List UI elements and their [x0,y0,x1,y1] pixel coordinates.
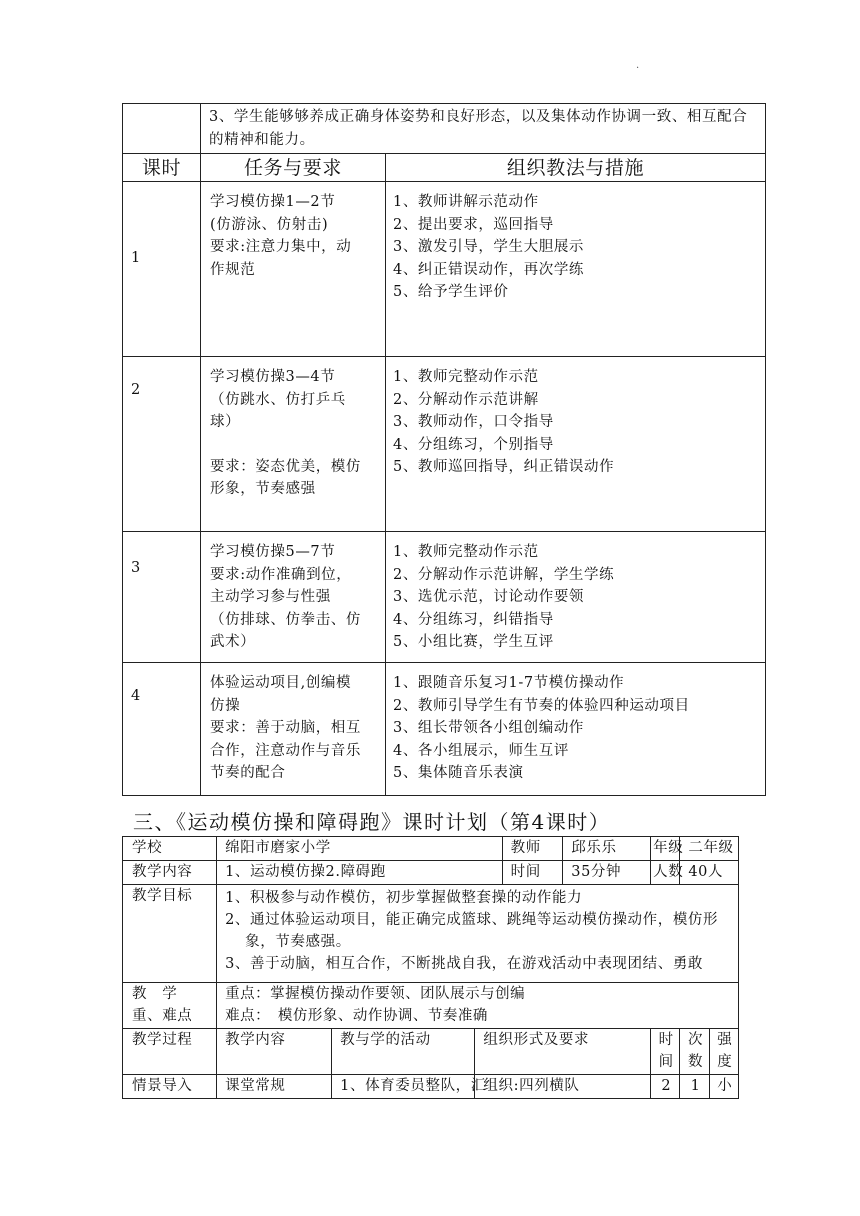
header-method: 组织教法与措施 [386,154,766,182]
count-header [680,1029,709,1075]
people-label: 人数 [651,861,680,885]
time-header [651,1029,680,1075]
school-label: 学校 [123,837,217,861]
time-value: 35分钟 [563,861,651,885]
process-content: 课堂常规 [217,1075,332,1099]
method-step: 2、分解动作示范讲解 [393,391,539,408]
table-row [123,532,766,663]
org-header: 组织形式及要求 [475,1029,651,1075]
page-mark: . [636,60,640,71]
header-period: 课时 [123,154,201,182]
process-activity: 1、体育委员整队，汇 [332,1075,475,1099]
key-row [123,983,739,1029]
task-line: 仿操 [210,697,241,714]
goal-item: 3、善于动脑，相互合作，不断挑战自我，在游戏活动中表现团结、勇敢 [225,956,704,972]
lesson-plan-table [122,836,739,1099]
process-intensity: 小 [709,1075,738,1099]
period-number: 3 [123,532,201,663]
content-header: 教学内容 [217,1029,332,1075]
intensity-header-line: 度 [717,1054,733,1070]
key-cell [217,983,739,1029]
task-line: 学习模仿操3—4节 [210,369,336,385]
count-header-line: 次 [687,1032,704,1048]
goals-cell [217,885,739,983]
method-step: 5、小组比赛，学生互评 [393,634,554,650]
task-line: 学习模仿操5—7节 [210,544,336,560]
table-row [123,182,766,357]
method-cell [386,357,766,532]
method-step: 3、激发引导，学生大胆展示 [393,239,585,255]
method-step: 3、选优示范，讨论动作要领 [393,589,585,605]
task-line: (仿游泳、仿射击) [210,216,329,233]
method-step: 2、提出要求，巡回指导 [393,216,554,233]
method-step: 2、教师引导学生有节奏的体验四种运动项目 [393,697,690,714]
time-header-line: 间 [658,1054,674,1070]
method-step: 3、教师动作，口令指导 [393,414,554,430]
task-line: 合作，注意动作与音乐 [210,742,361,759]
method-step: 1、教师讲解示范动作 [393,194,539,210]
method-step: 3、组长带领各小组创编动作 [393,720,585,736]
task-line: 要求:动作准确到位， [210,566,352,583]
task-line: 节奏的配合 [210,765,286,781]
intensity-header [709,1029,738,1075]
key-label-line: 教 学 [132,986,178,1002]
process-row [123,1075,739,1099]
grade-label: 年级 [651,837,680,861]
period-number: 2 [123,357,201,532]
method-step: 2、分解动作示范讲解，学生学练 [393,566,615,583]
process-org: 组织:四列横队 [475,1075,651,1099]
blank-cell [123,104,201,154]
method-cell [386,532,766,663]
method-step: 5、给予学生评价 [393,284,509,300]
goal-item: 1、积极参与动作模仿，初步掌握做整套操的动作能力 [225,890,583,906]
method-cell [386,663,766,796]
key-label-line: 重、难点 [132,1008,193,1024]
task-line: 球） [210,414,241,430]
task-line: 作规范 [210,261,256,278]
task-line: 主动学习参与性强 [210,589,331,605]
task-cell [201,532,386,663]
goals-row [123,885,739,983]
method-step: 4、纠正错误动作，再次学练 [393,261,585,278]
content-row [123,861,739,885]
people-value: 40人 [680,861,739,885]
header-task: 任务与要求 [201,154,386,182]
task-line: 武术） [210,634,256,650]
period-number: 1 [123,182,201,357]
content-label: 教学内容 [123,861,217,885]
task-line: 学习模仿操1—2节 [210,194,336,210]
school-value: 绵阳市磨家小学 [217,837,503,861]
table-row [123,663,766,796]
period-number: 4 [123,663,201,796]
section-title: 三、《运动模仿操和障碍跑》课时计划（第4课时） [133,810,611,834]
method-step: 5、集体随音乐表演 [393,765,524,781]
teacher-label: 教师 [502,837,563,861]
task-line: 要求：善于动脑，相互 [210,720,361,736]
task-line: （仿跳水、仿打乒乓 [210,391,346,408]
method-step: 1、跟随音乐复习1-7节模仿操动作 [393,675,625,691]
goals-label: 教学目标 [123,885,217,983]
task-line: 要求:注意力集中，动 [210,239,352,255]
activity-header: 教与学的活动 [332,1029,475,1075]
goal-item: 2、通过体验运动项目，能正确完成篮球、跳绳等运动模仿操动作，模仿形象，节奏感强。 [225,912,719,950]
intensity-header-line: 强 [717,1032,733,1048]
difficult-point: 难点： 模仿形象、动作协调、节奏准确 [225,1008,488,1024]
time-label: 时间 [502,861,563,885]
method-step: 1、教师完整动作示范 [393,544,539,560]
teacher-value: 邱乐乐 [563,837,651,861]
count-header-line: 数 [687,1054,704,1070]
info-row [123,837,739,861]
process-cell: 情景导入 [123,1075,217,1099]
task-line: 要求：姿态优美，模仿 [210,458,361,475]
process-header: 教学过程 [123,1029,217,1075]
task-line: 体验运动项目,创编模 [210,675,352,691]
method-cell [386,182,766,357]
method-step: 5、教师巡回指导，纠正错误动作 [393,459,615,475]
method-step: 4、各小组展示，师生互评 [393,742,569,759]
key-label [123,983,217,1029]
content-value: 1、运动模仿操2.障碍跑 [217,861,503,885]
method-step: 4、分组练习，个别指导 [393,436,554,453]
method-step: 1、教师完整动作示范 [393,369,539,385]
header-row [123,154,766,182]
process-count: 1 [680,1075,709,1099]
grade-value: 二年级 [680,837,739,861]
lesson-schedule-table [122,103,766,796]
task-gap [210,434,379,456]
time-header-line: 时 [658,1032,674,1048]
task-line: 形象，节奏感强 [210,481,316,497]
task-cell [201,182,386,357]
process-header-row [123,1029,739,1075]
task-cell [201,663,386,796]
task-cell [201,357,386,532]
key-point: 重点：掌握模仿操动作要领、团队展示与创编 [225,986,526,1002]
table-row [123,357,766,532]
process-time: 2 [651,1075,680,1099]
method-step: 4、分组练习，纠错指导 [393,611,554,628]
task-line: （仿排球、仿拳击、仿 [210,611,361,628]
objective-text: 3、学生能够够养成正确身体姿势和良好形态，以及集体动作协调一致、相互配合的精神和能力。 [201,104,766,154]
objective-row [123,104,766,154]
